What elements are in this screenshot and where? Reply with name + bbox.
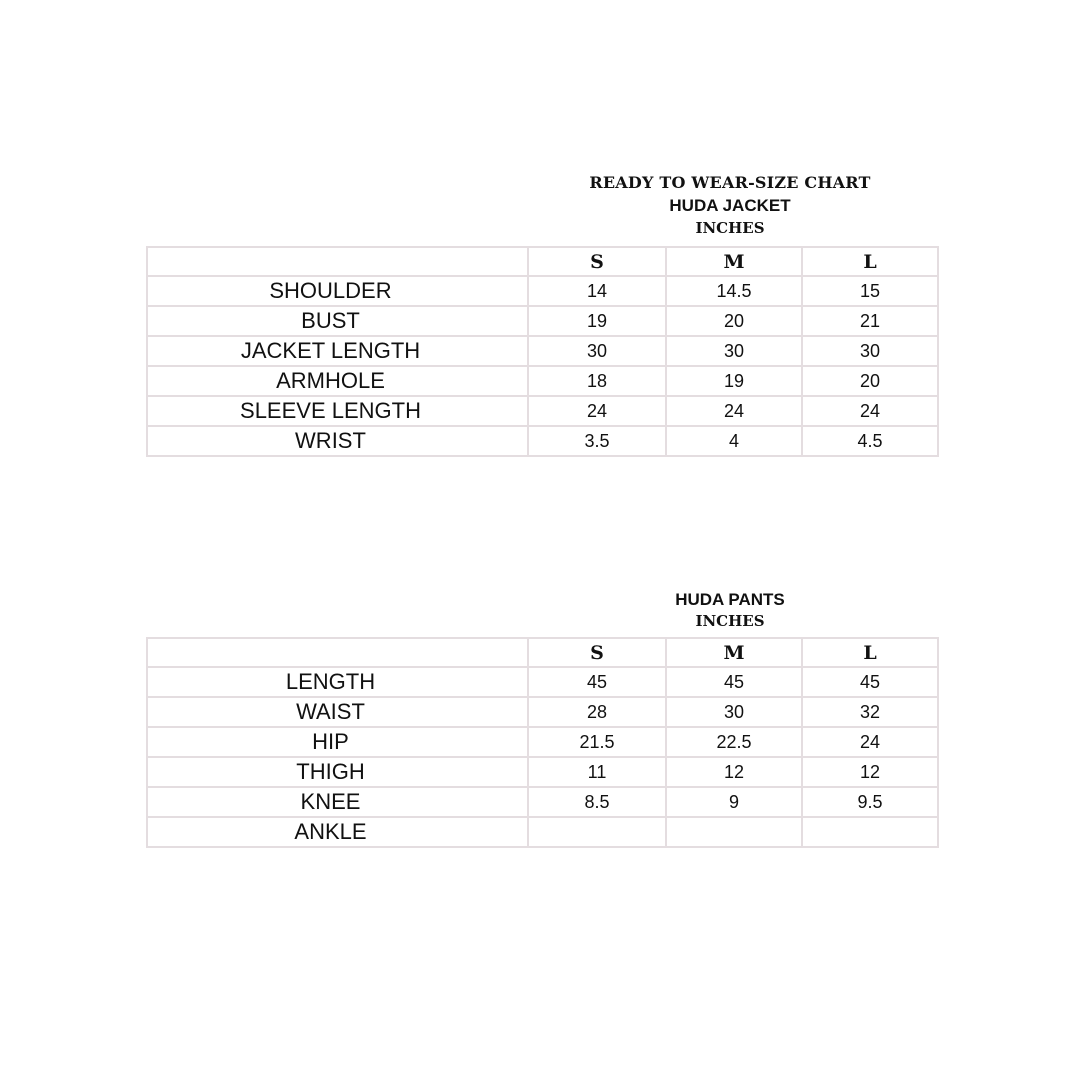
- table-row: [147, 727, 938, 757]
- value-cell: 3.5: [528, 426, 666, 456]
- table-row: [147, 306, 938, 336]
- table-row: [147, 757, 938, 787]
- row-label: WAIST: [147, 697, 528, 727]
- value-cell: 30: [528, 336, 666, 366]
- value-cell: 24: [666, 396, 802, 426]
- table-row: [147, 336, 938, 366]
- row-label: WRIST: [147, 426, 528, 456]
- table-row: [147, 366, 938, 396]
- value-cell: 28: [528, 697, 666, 727]
- value-cell: 14: [528, 276, 666, 306]
- jacket-header-blank: [147, 247, 528, 276]
- value-cell: [666, 817, 802, 847]
- jacket-col-m: M: [666, 247, 802, 276]
- value-cell: 24: [802, 727, 938, 757]
- value-cell: 45: [666, 667, 802, 697]
- table-row: [147, 817, 938, 847]
- table-row: [147, 276, 938, 306]
- jacket-col-l: L: [802, 247, 938, 276]
- value-cell: 9.5: [802, 787, 938, 817]
- value-cell: 4.5: [802, 426, 938, 456]
- value-cell: 22.5: [666, 727, 802, 757]
- value-cell: [802, 817, 938, 847]
- row-label: JACKET LENGTH: [147, 336, 528, 366]
- pants-unit: INCHES: [695, 612, 765, 630]
- table-row: [147, 787, 938, 817]
- pants-header-row: [147, 638, 938, 667]
- value-cell: 19: [528, 306, 666, 336]
- pants-size-table: [146, 637, 939, 848]
- value-cell: 9: [666, 787, 802, 817]
- jacket-col-s: S: [528, 247, 666, 276]
- value-cell: 20: [666, 306, 802, 336]
- value-cell: 8.5: [528, 787, 666, 817]
- row-label: SLEEVE LENGTH: [147, 396, 528, 426]
- value-cell: 21: [802, 306, 938, 336]
- row-label: BUST: [147, 306, 528, 336]
- row-label: THIGH: [147, 757, 528, 787]
- jacket-unit: INCHES: [695, 219, 765, 237]
- row-label: LENGTH: [147, 667, 528, 697]
- value-cell: 14.5: [666, 276, 802, 306]
- value-cell: [528, 817, 666, 847]
- row-label: SHOULDER: [147, 276, 528, 306]
- pants-col-s: S: [528, 638, 666, 667]
- jacket-header-row: [147, 247, 938, 276]
- value-cell: 12: [666, 757, 802, 787]
- value-cell: 32: [802, 697, 938, 727]
- jacket-size-table: [146, 246, 939, 457]
- row-label: ARMHOLE: [147, 366, 528, 396]
- row-label: ANKLE: [147, 817, 528, 847]
- value-cell: 15: [802, 276, 938, 306]
- table-row: [147, 396, 938, 426]
- value-cell: 21.5: [528, 727, 666, 757]
- value-cell: 24: [528, 396, 666, 426]
- pants-col-m: M: [666, 638, 802, 667]
- value-cell: 18: [528, 366, 666, 396]
- value-cell: 20: [802, 366, 938, 396]
- pants-header-blank: [147, 638, 528, 667]
- value-cell: 30: [802, 336, 938, 366]
- table-row: [147, 426, 938, 456]
- value-cell: 45: [802, 667, 938, 697]
- row-label: HIP: [147, 727, 528, 757]
- value-cell: 45: [528, 667, 666, 697]
- value-cell: 24: [802, 396, 938, 426]
- page-title: READY TO WEAR-SIZE CHART: [589, 173, 871, 192]
- table-row: [147, 667, 938, 697]
- row-label: KNEE: [147, 787, 528, 817]
- jacket-title: HUDA JACKET: [669, 196, 791, 215]
- value-cell: 4: [666, 426, 802, 456]
- table-row: [147, 697, 938, 727]
- value-cell: 11: [528, 757, 666, 787]
- value-cell: 12: [802, 757, 938, 787]
- value-cell: 30: [666, 336, 802, 366]
- pants-col-l: L: [802, 638, 938, 667]
- pants-title: HUDA PANTS: [675, 590, 785, 609]
- value-cell: 19: [666, 366, 802, 396]
- value-cell: 30: [666, 697, 802, 727]
